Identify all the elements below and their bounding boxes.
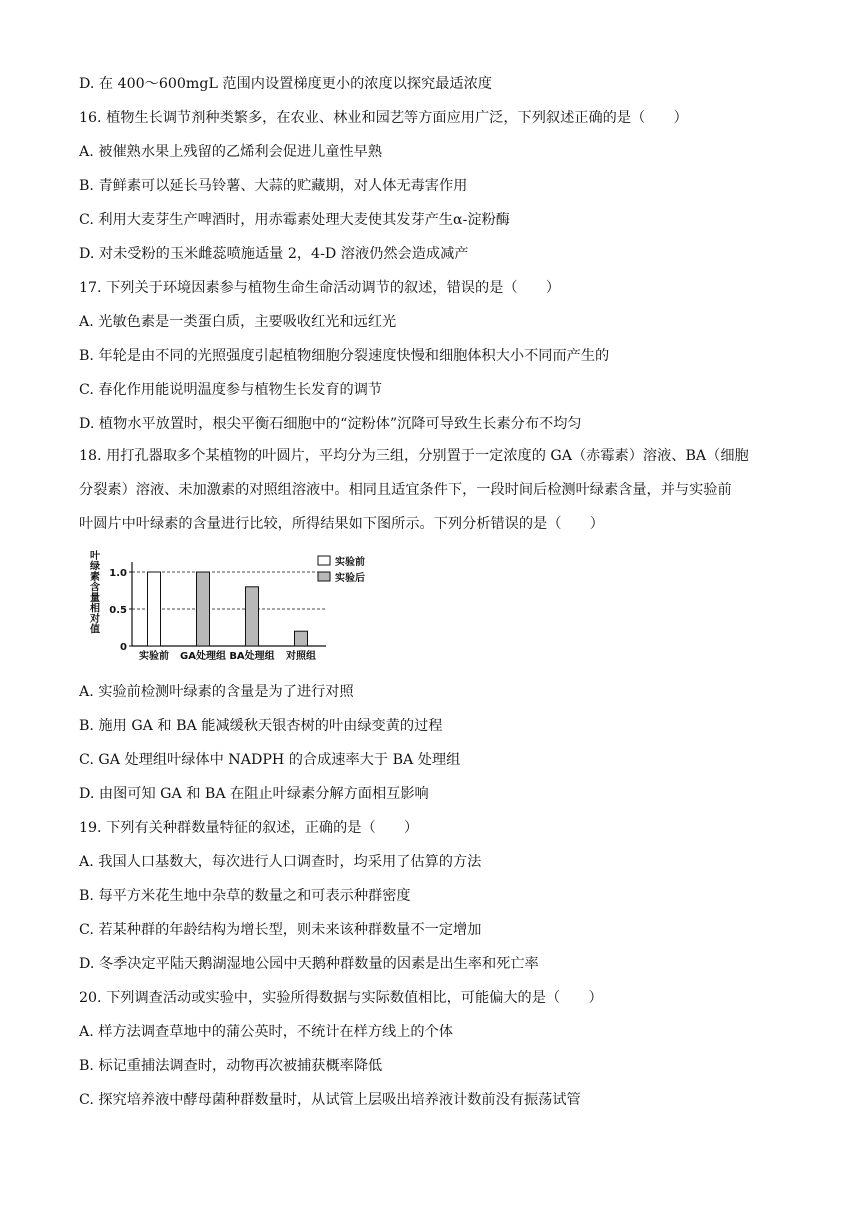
bar-实验后 [197, 572, 210, 646]
y-axis-label [89, 549, 101, 636]
text-line: A. 我国人口基数大，每次进行人口调查时，均采用了估算的方法 [79, 854, 482, 870]
y-tick-label: 0 [120, 642, 127, 653]
text-line: 20. 下列调查活动或实验中，实验所得数据与实际数值相比，可能偏大的是（ ） [79, 990, 603, 1006]
text-line: C. 探究培养液中酵母菌种群数量时，从试管上层吸出培养液计数前没有振荡试管 [79, 1092, 581, 1108]
text-line: C. GA 处理组叶绿体中 NADPH 的合成速率大于 BA 处理组 [79, 752, 461, 768]
text-line: C. 利用大麦芽生产啤酒时，用赤霉素处理大麦使其发芽产生α-淀粉酶 [79, 212, 510, 228]
chlorophyll-bar-chart [86, 548, 386, 666]
legend-swatch [318, 572, 330, 581]
x-tick-label: 对照组 [286, 651, 316, 662]
x-tick-label: BA处理组 [229, 651, 275, 662]
legend-label: 实验前 [335, 557, 365, 568]
chart-legend [318, 555, 365, 584]
legend-swatch [318, 556, 330, 565]
x-tick-label: 实验前 [139, 651, 169, 662]
text-line: B. 年轮是由不同的光照强度引起植物细胞分裂速度快慢和细胞体积大小不同而产生的 [79, 348, 610, 364]
bar-实验后 [246, 587, 259, 646]
text-line: 17. 下列关于环境因素参与植物生命生命活动调节的叙述，错误的是（ ） [79, 280, 561, 296]
y-label-char: 绿 [90, 561, 100, 573]
text-line: A. 样方法调查草地中的蒲公英时，不统计在样方线上的个体 [79, 1024, 453, 1040]
text-line: B. 每平方米花生地中杂草的数量之和可表示种群密度 [79, 888, 411, 904]
text-line: 16. 植物生长调节剂种类繁多，在农业、林业和园艺等方面应用广泛，下列叙述正确的是（ ） [79, 110, 688, 126]
bar-实验前 [148, 572, 161, 646]
y-label-char: 对 [90, 614, 100, 625]
text-line: A. 光敏色素是一类蛋白质，主要吸收红光和远红光 [79, 314, 397, 330]
text-line: 18. 用打孔器取多个某植物的叶圆片，平均分为三组，分别置于一定浓度的 GA（赤霉素）溶液、BA（细胞 [79, 448, 749, 464]
y-label-char: 含 [90, 582, 100, 594]
text-line: D. 对未受粉的玉米雌蕊喷施适量 2，4-D 溶液仍然会造成减产 [79, 246, 469, 262]
y-label-char: 相 [90, 603, 100, 615]
text-line: 分裂素）溶液、未加激素的对照组溶液中。相同且适宜条件下，一段时间后检测叶绿素含量，并与实验前 [79, 482, 732, 498]
bar-实验后 [295, 631, 308, 646]
y-label-char: 叶 [90, 551, 100, 562]
text-line: 19. 下列有关种群数量特征的叙述，正确的是（ ） [79, 820, 419, 836]
text-line: D. 由图可知 GA 和 BA 在阻止叶绿素分解方面相互影响 [79, 786, 429, 802]
text-line: A. 实验前检测叶绿素的含量是为了进行对照 [79, 684, 354, 700]
y-label-char: 素 [90, 572, 100, 583]
y-label-char: 值 [90, 624, 100, 636]
legend-label: 实验后 [335, 573, 365, 584]
text-line: B. 标记重捕法调查时，动物再次被捕获概率降低 [79, 1058, 383, 1074]
text-line: D. 在 400～600mgL 范围内设置梯度更小的浓度以探究最适浓度 [79, 76, 492, 92]
text-line: C. 若某种群的年龄结构为增长型，则未来该种群数量不一定增加 [79, 922, 482, 938]
text-line: 叶圆片中叶绿素的含量进行比较，所得结果如下图所示。下列分析错误的是（ ） [79, 516, 604, 532]
text-line: D. 植物水平放置时，根尖平衡石细胞中的“淀粉体”沉降可导致生长素分布不均匀 [79, 416, 582, 432]
x-tick-label: GA处理组 [180, 651, 226, 662]
y-label-char: 量 [90, 593, 100, 604]
text-line: D. 冬季决定平陆天鹅湖湿地公园中天鹅种群数量的因素是出生率和死亡率 [79, 956, 539, 972]
text-line: B. 施用 GA 和 BA 能减缓秋天银杏树的叶由绿变黄的过程 [79, 718, 443, 734]
text-line: C. 春化作用能说明温度参与植物生长发育的调节 [79, 382, 383, 398]
y-tick-label: 0.5 [109, 605, 127, 616]
text-line: A. 被催熟水果上残留的乙烯利会促进儿童性早熟 [79, 144, 383, 160]
text-line: B. 青鲜素可以延长马铃薯、大蒜的贮藏期，对人体无毒害作用 [79, 178, 468, 194]
y-tick-label: 1.0 [109, 568, 127, 579]
